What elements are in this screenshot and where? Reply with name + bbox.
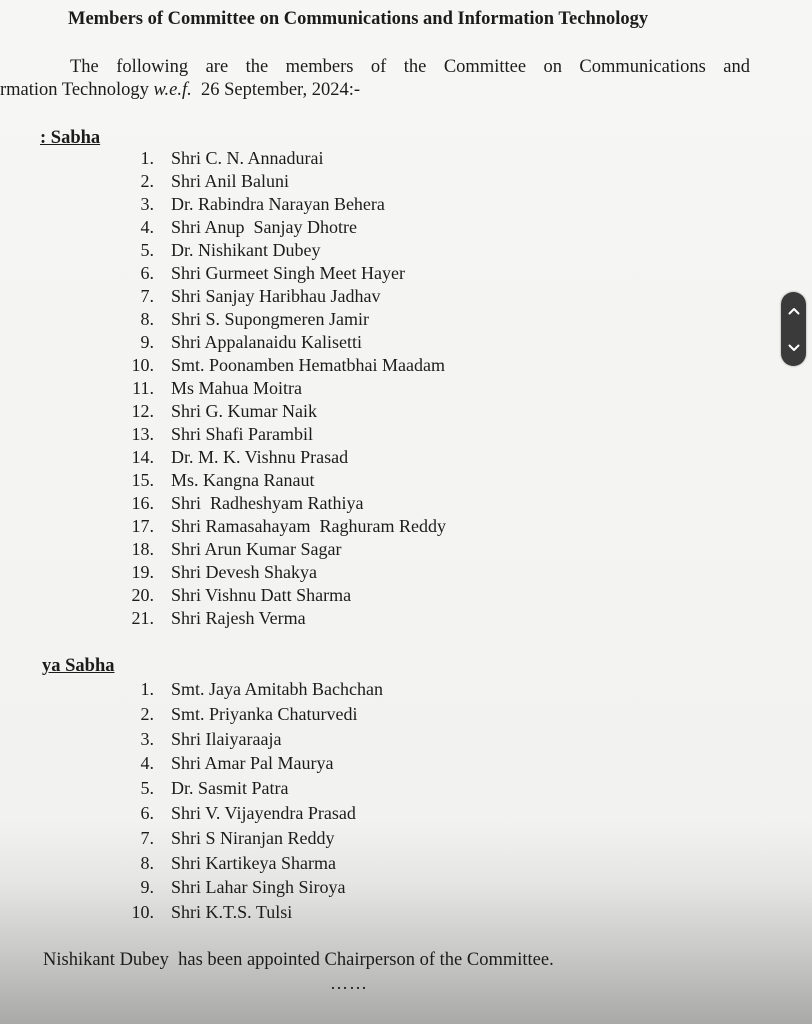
- member-name: Smt. Jaya Amitabh Bachchan: [171, 679, 383, 699]
- member-number: 17.: [131, 516, 154, 536]
- member-name: Dr. Sasmit Patra: [171, 778, 289, 799]
- member-number: 6.: [140, 802, 154, 823]
- member-number: 1.: [140, 679, 154, 699]
- member-name: Shri Kartikeya Sharma: [171, 852, 336, 873]
- member-number: 11.: [132, 378, 154, 398]
- member-list-item: [120, 561, 446, 584]
- member-list-item: [120, 400, 446, 423]
- member-name: Shri Shafi Parambil: [171, 424, 313, 444]
- intro-word: of: [370, 57, 387, 77]
- member-name: Smt. Priyanka Chaturvedi: [171, 703, 358, 724]
- member-name: Shri Devesh Shakya: [171, 562, 317, 582]
- member-number: 7.: [140, 827, 154, 848]
- member-list-item: [120, 702, 383, 727]
- member-list-item: [120, 423, 446, 446]
- member-list-item: [120, 515, 446, 538]
- member-number: 8.: [140, 852, 154, 873]
- scroll-down-button[interactable]: [781, 329, 806, 366]
- member-number: 12.: [131, 401, 154, 421]
- member-list-item: [120, 826, 383, 851]
- member-name: Shri Radheshyam Rathiya: [171, 493, 364, 513]
- intro-line-2-start: rmation Technology: [0, 80, 154, 100]
- member-number: 9.: [140, 332, 154, 352]
- member-list-item: [120, 170, 446, 193]
- member-number: 16.: [131, 493, 154, 513]
- member-name: Shri Anup Sanjay Dhotre: [171, 217, 357, 237]
- member-number: 6.: [140, 263, 154, 283]
- document-title: Members of Committee on Communications and Information Technology: [68, 9, 649, 29]
- member-list-item: [120, 147, 446, 170]
- member-list-item: [120, 377, 446, 400]
- member-number: 9.: [140, 877, 154, 898]
- member-list-item: [120, 584, 446, 607]
- member-name: Dr. Nishikant Dubey: [171, 240, 321, 260]
- intro-word: and: [723, 57, 750, 77]
- member-list-item: [120, 538, 446, 561]
- intro-word: the: [245, 57, 269, 77]
- scroll-up-button[interactable]: [781, 292, 806, 329]
- member-list-item: [120, 285, 446, 308]
- member-name: Shri S. Supongmeren Jamir: [171, 309, 369, 329]
- member-number: 2.: [140, 703, 154, 724]
- member-name: Shri Ilaiyaraaja: [171, 728, 282, 749]
- member-name: Shri Ramasahayam Raghuram Reddy: [171, 516, 446, 536]
- member-list-item: [120, 469, 446, 492]
- member-list-item: [120, 492, 446, 515]
- intro-line-2-end: 26 September, 2024:-: [191, 80, 361, 100]
- lok-sabha-heading: : Sabha: [40, 128, 101, 148]
- member-list-item: [120, 900, 383, 925]
- member-list-item: [120, 776, 383, 801]
- member-list-item: [120, 801, 383, 826]
- intro-word: following: [116, 57, 189, 77]
- member-name: Dr. M. K. Vishnu Prasad: [171, 447, 349, 467]
- member-number: 13.: [131, 424, 154, 444]
- member-number: 4.: [140, 753, 154, 774]
- member-name: Shri Vishnu Datt Sharma: [171, 585, 352, 605]
- member-list-item: [120, 262, 446, 285]
- member-list-item: [120, 751, 383, 776]
- member-number: 5.: [140, 240, 154, 260]
- member-name: Shri Lahar Singh Siroya: [171, 877, 346, 898]
- member-number: 3.: [140, 728, 154, 749]
- member-name: Shri Amar Pal Maurya: [171, 753, 334, 774]
- member-name: Smt. Poonamben Hematbhai Maadam: [171, 355, 445, 375]
- member-name: Shri K.T.S. Tulsi: [171, 902, 293, 923]
- member-list-item: [120, 875, 383, 900]
- member-name: Shri Appalanaidu Kalisetti: [171, 332, 362, 352]
- intro-line-2: [0, 80, 360, 101]
- member-name: Shri Arun Kumar Sagar: [171, 539, 342, 559]
- intro-word: members: [285, 57, 354, 77]
- intro-word: Committee: [443, 57, 527, 77]
- member-number: 15.: [131, 470, 154, 490]
- member-number: 3.: [140, 194, 154, 214]
- member-name: Shri Sanjay Haribhau Jadhav: [171, 286, 381, 306]
- page-scroll-control: [781, 292, 806, 366]
- lok-sabha-member-list: [120, 147, 446, 630]
- intro-word: The: [70, 57, 99, 77]
- member-number: 18.: [131, 539, 154, 559]
- member-number: 20.: [131, 585, 154, 605]
- member-list-item: [120, 239, 446, 262]
- member-list-item: [120, 308, 446, 331]
- member-name: Shri Rajesh Verma: [171, 608, 306, 628]
- member-list-item: [120, 607, 446, 630]
- member-list-item: [120, 446, 446, 469]
- intro-word: on: [543, 57, 562, 77]
- member-number: 8.: [140, 309, 154, 329]
- end-mark: ……: [330, 973, 368, 993]
- intro-word: the: [403, 57, 427, 77]
- member-number: 10.: [131, 902, 154, 923]
- rajya-sabha-heading: ya Sabha: [42, 656, 115, 676]
- member-name: Shri C. N. Annadurai: [171, 148, 324, 168]
- member-list-item: [120, 193, 446, 216]
- member-list-item: [120, 677, 383, 702]
- member-number: 21.: [131, 608, 154, 628]
- member-list-item: [120, 216, 446, 239]
- member-number: 7.: [140, 286, 154, 306]
- member-name: Shri Gurmeet Singh Meet Hayer: [171, 263, 405, 283]
- intro-wef: w.e.f.: [153, 80, 192, 100]
- member-number: 1.: [140, 148, 154, 168]
- chevron-up-icon: [788, 307, 800, 315]
- member-number: 4.: [140, 217, 154, 237]
- member-name: Shri S Niranjan Reddy: [171, 827, 335, 848]
- member-list-item: [120, 331, 446, 354]
- member-list-item: [120, 851, 383, 876]
- closing-statement: Nishikant Dubey has been appointed Chairperson of the Committee.: [43, 950, 554, 970]
- member-number: 5.: [140, 778, 154, 799]
- member-name: Shri G. Kumar Naik: [171, 401, 317, 421]
- member-number: 19.: [131, 562, 154, 582]
- member-number: 2.: [140, 171, 154, 191]
- member-name: Ms Mahua Moitra: [171, 378, 302, 398]
- intro-line-1: [70, 57, 750, 78]
- intro-word: are: [205, 57, 229, 77]
- intro-word: Communications: [579, 57, 706, 77]
- member-name: Dr. Rabindra Narayan Behera: [171, 194, 385, 214]
- member-name: Shri V. Vijayendra Prasad: [171, 802, 356, 823]
- member-name: Ms. Kangna Ranaut: [171, 470, 315, 490]
- member-number: 14.: [131, 447, 154, 467]
- member-name: Shri Anil Baluni: [171, 171, 290, 191]
- member-list-item: [120, 354, 446, 377]
- chevron-down-icon: [788, 344, 800, 352]
- member-list-item: [120, 727, 383, 752]
- member-number: 10.: [131, 355, 154, 375]
- rajya-sabha-member-list: [120, 677, 383, 925]
